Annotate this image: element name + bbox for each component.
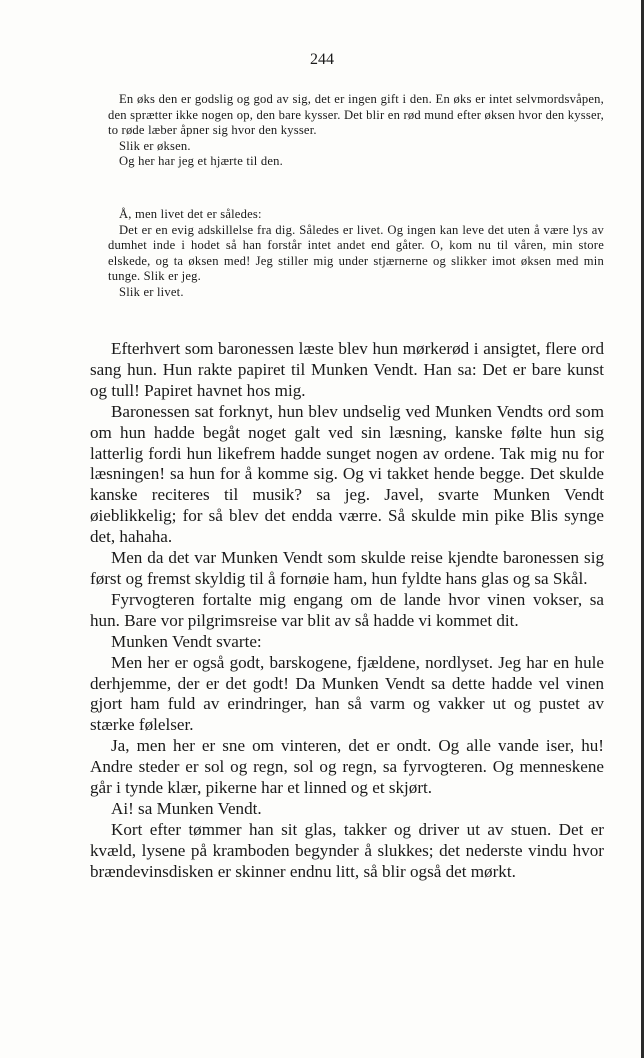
body-paragraph: Ai! sa Munken Vendt.	[111, 798, 262, 818]
page-number: 244	[310, 51, 334, 68]
quoted-poem-block-1	[108, 92, 604, 170]
body-paragraph: Baronessen sat forknyt, hun blev undselig ved Munken Vendts ord som om hun hadde begåt noget galt ved sin læsning, kanske følte hun sig latterlig fordi hun likefrem hadde sunget nogen av ordene. Tak mig nu for læsningen! sa hun for å komme sig. Og vi takket hende begge. Det skulde kanske reciteres til musik? sa jeg. Javel, svarte Munken Vendt øieblikkelig; for så blev det endda værre. Så skulde min pike Blis synge det, hahaha.	[90, 401, 604, 547]
quote-paragraph: Og her har jeg et hjærte til den.	[119, 154, 283, 169]
body-text	[90, 339, 604, 883]
quoted-poem-block-2	[108, 207, 604, 301]
body-paragraph: Fyrvogteren fortalte mig engang om de lande hvor vinen vokser, sa hun. Bare vor pilgrimsreise var blit av så hadde vi kommet dit.	[90, 589, 604, 630]
body-paragraph: Men her er også godt, barskogene, fjældene, nordlyset. Jeg har en hule derhjemme, der er det godt! Da Munken Vendt sa dette hadde vel vinen gjort ham fuld av erindringer, han så varm og vakker ut og pustet av stærke følelser.	[90, 652, 604, 735]
quote-paragraph: Slik er livet.	[119, 284, 184, 299]
body-paragraph: Men da det var Munken Vendt som skulde reise kjendte baronessen sig først og fremst skyldig til å fornøie ham, hun fyldte hans glas og sa Skål.	[90, 548, 604, 588]
quote-paragraph: Det er en evig adskillelse fra dig. Således er livet. Og ingen kan leve det uten å være lys av dumhet inde i hodet så han forstår intet andet end gåter. O, kom nu til våren, min store elskede, og ta øksen med! Jeg stiller mig under stjærnerne og slikker imot øksen med min tunge. Slik er jeg.	[108, 222, 604, 284]
body-paragraph: Kort efter tømmer han sit glas, takker og driver ut av stuen. Det er kvæld, lysene på kramboden begynder å slukkes; det nederste vindu hvor brændevinsdisken er skinner endnu litt, så blir også det mørkt.	[90, 819, 604, 881]
quote-paragraph: Å, men livet det er således:	[119, 207, 262, 221]
body-paragraph: Efterhvert som baronessen læste blev hun mørkerød i ansigtet, flere ord sang hun. Hun rakte papiret til Munken Vendt. Han sa: Det er bare kunst og tull! Papiret havnet hos mig.	[90, 339, 604, 400]
body-paragraph: Munken Vendt svarte:	[111, 631, 262, 651]
quote-paragraph: Slik er øksen.	[119, 138, 191, 153]
body-paragraph: Ja, men her er sne om vinteren, det er ondt. Og alle vande iser, hu! Andre steder er sol og regn, sol og regn, sa fyrvogteren. Og menneskene går i tynde klær, pikerne har et linned og et skjørt.	[90, 736, 604, 798]
quote-paragraph: En øks den er godslig og god av sig, det er ingen gift i den. En øks er intet selvmordsvåpen, den sprætter ikke nogen op, den bare kysser. Det blir en rød mund efter øksen hvor den kysser, to røde læber åpner sig hvor den kysser.	[108, 92, 604, 138]
